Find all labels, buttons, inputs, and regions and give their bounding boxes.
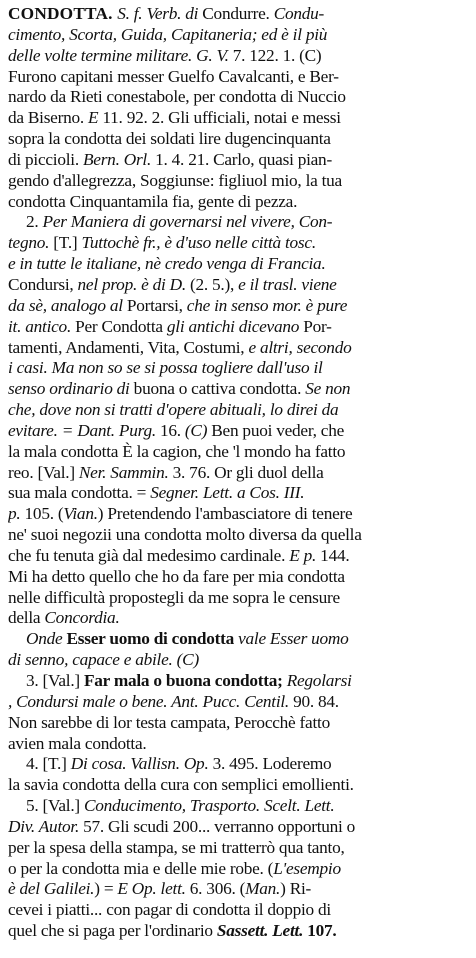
text-run: e altri, secondo bbox=[248, 337, 352, 357]
text-run: gendo d'allegrezza, Soggiunse: figliuol mio, la tua bbox=[8, 170, 342, 190]
text-run: 1. 4. 21. Carlo, quasi pian- bbox=[155, 149, 332, 169]
text-run: ne' suoi negozii una condotta molto diversa da quella bbox=[8, 525, 362, 545]
text-line bbox=[8, 921, 468, 942]
text-run: avien mala condotta. bbox=[8, 733, 147, 753]
text-run: Condursi, bbox=[8, 274, 78, 294]
text-line bbox=[8, 525, 468, 546]
text-line bbox=[8, 442, 468, 463]
text-run: Portarsi, bbox=[126, 295, 187, 315]
text-run: 3. [Val.] bbox=[26, 671, 84, 690]
text-run: E bbox=[88, 108, 103, 128]
text-line bbox=[8, 171, 468, 192]
text-run: 2. bbox=[26, 212, 43, 232]
text-line bbox=[8, 859, 468, 880]
text-line bbox=[8, 817, 468, 838]
text-run: vale Esser uomo bbox=[238, 629, 349, 649]
text-run: 57. Gli scudi 200... verranno opportuni o bbox=[83, 816, 356, 836]
text-run: condotta Cinquantamila fia, gente di pezza. bbox=[8, 191, 298, 211]
text-line bbox=[8, 150, 468, 171]
text-run: p. bbox=[8, 504, 25, 524]
text-run: (C) bbox=[184, 420, 212, 440]
text-run: Di cosa. Vallisn. Op. bbox=[70, 754, 213, 774]
text-run: Per Condotta bbox=[75, 316, 167, 336]
text-run: senso ordinario di bbox=[8, 379, 134, 399]
text-run: la savia condotta della cura con semplici emollienti. bbox=[8, 775, 354, 795]
text-run: 3. 495. Loderemo bbox=[212, 754, 332, 774]
text-run: cimento, Scorta, Guida, Capitaneria; ed è il più bbox=[8, 24, 328, 44]
text-run: it. antico. bbox=[8, 316, 76, 336]
text-run: e il trasl. viene bbox=[238, 274, 337, 294]
text-run: 5. [Val.] bbox=[26, 796, 84, 816]
text-run: nel prop. è di D. bbox=[77, 274, 190, 294]
text-line bbox=[8, 25, 468, 46]
text-run: nardo da Rieti conestabole, per condotta di Nuccio bbox=[8, 87, 346, 107]
text-line bbox=[8, 400, 468, 421]
text-line bbox=[8, 275, 468, 296]
text-run: evitare. = Dant. Purg. bbox=[8, 420, 160, 440]
text-line bbox=[8, 879, 468, 900]
text-run: 90. 84. bbox=[293, 691, 339, 711]
text-line bbox=[8, 483, 468, 504]
text-run: gli antichi dicevano bbox=[166, 316, 304, 336]
text-line bbox=[8, 4, 468, 25]
text-run: tamenti, Andamenti, Vita, Costumi, bbox=[8, 337, 249, 357]
text-line bbox=[8, 588, 468, 609]
text-run: , Condursi male o bene. Ant. Pucc. Centil. bbox=[8, 691, 294, 711]
text-run: 4. [T.] bbox=[26, 754, 71, 774]
text-run: [T.] bbox=[53, 233, 82, 253]
text-line bbox=[8, 838, 468, 859]
text-line bbox=[8, 46, 468, 67]
text-run: Tuttochè fr., è d'uso nelle città tosc. bbox=[81, 233, 316, 253]
text-run: 144. bbox=[320, 545, 350, 565]
text-run: di piccioli. bbox=[8, 149, 83, 169]
text-run: Onde bbox=[26, 629, 67, 649]
text-line bbox=[8, 671, 468, 692]
text-run: Per Maniera di governarsi nel vivere, Con- bbox=[42, 212, 333, 232]
text-run: 16. bbox=[159, 420, 185, 440]
text-run: che in senso mor. è pure bbox=[186, 295, 348, 315]
text-run: delle volte termine militare. G. V. bbox=[8, 45, 233, 65]
text-run: Condurre. bbox=[202, 4, 274, 23]
text-line bbox=[8, 608, 468, 629]
text-run: sopra la condotta dei soldati lire dugencinquanta bbox=[8, 129, 331, 149]
text-line bbox=[8, 129, 468, 150]
text-run: Esser uomo di condotta bbox=[66, 629, 239, 649]
text-run: Div. Autor. bbox=[8, 816, 84, 836]
text-run: Regolarsi bbox=[286, 671, 352, 690]
text-run: ) = bbox=[94, 879, 118, 899]
text-line bbox=[8, 900, 468, 921]
text-line bbox=[8, 379, 468, 400]
text-line bbox=[8, 358, 468, 379]
text-run: 105. ( bbox=[24, 504, 64, 524]
text-run: CONDOTTA. bbox=[8, 4, 118, 23]
text-line bbox=[8, 67, 468, 88]
text-run: tegno. bbox=[8, 233, 54, 253]
text-line bbox=[8, 567, 468, 588]
text-run: ) Pretendendo l'ambasciatore di tenere bbox=[97, 504, 353, 524]
text-run: L'esempio bbox=[273, 858, 341, 878]
text-run: che fu tenuta già dal medesimo cardinale. bbox=[8, 545, 290, 565]
text-run: Vian. bbox=[63, 504, 98, 524]
text-run: per la spesa della stampa, se mi tratterrò qua tanto, bbox=[8, 837, 345, 857]
text-run: Segner. Lett. a Cos. III. bbox=[150, 483, 305, 503]
text-line bbox=[8, 692, 468, 713]
text-run: Ner. Sammin. bbox=[78, 462, 173, 482]
text-line bbox=[8, 754, 468, 775]
text-line bbox=[8, 317, 468, 338]
text-run: buona o cattiva condotta. bbox=[133, 379, 306, 399]
text-run: S. f. Verb. di bbox=[117, 4, 203, 23]
text-run: Conducimento, Trasporto. Scelt. Lett. bbox=[83, 796, 335, 816]
text-run: 7. 122. 1. (C) bbox=[232, 45, 322, 65]
text-run: Por- bbox=[303, 316, 332, 336]
text-line bbox=[8, 546, 468, 567]
text-run: Non sarebbe di lor testa campata, Perocchè fatto bbox=[8, 712, 330, 732]
text-run: da Biserno. bbox=[8, 108, 89, 128]
text-line bbox=[8, 296, 468, 317]
text-run: quel che si paga per l'ordinario bbox=[8, 921, 217, 941]
text-run: nelle difficultà propostegli da me sopra le censure bbox=[8, 587, 340, 607]
text-run: da sè, analogo al bbox=[8, 295, 127, 315]
text-run: Far mala o buona condotta; bbox=[83, 671, 287, 690]
text-line bbox=[8, 713, 468, 734]
text-line bbox=[8, 775, 468, 796]
text-run: e in tutte le italiane, nè credo venga di Francia. bbox=[8, 254, 326, 274]
text-run: Mi ha detto quello che ho da fare per mia condotta bbox=[8, 566, 345, 586]
text-run: 11. 92. 2. Gli ufficiali, notai e messi bbox=[102, 108, 341, 128]
text-line bbox=[8, 212, 468, 233]
text-run: Bern. Orl. bbox=[82, 149, 156, 169]
text-line bbox=[8, 796, 468, 817]
text-run: o per la condotta mia e delle mie robe. ( bbox=[8, 858, 274, 878]
text-run: di senno, capace e abile. (C) bbox=[8, 650, 199, 670]
text-line bbox=[8, 192, 468, 213]
text-line bbox=[8, 254, 468, 275]
text-run: Se non bbox=[305, 379, 351, 399]
text-run: 6. 306. ( bbox=[189, 879, 246, 899]
text-run: 107. bbox=[307, 921, 337, 941]
text-line bbox=[8, 233, 468, 254]
text-line bbox=[8, 421, 468, 442]
text-line bbox=[8, 629, 468, 650]
text-run: E p. bbox=[289, 545, 321, 565]
text-line bbox=[8, 734, 468, 755]
text-run: sua mala condotta. = bbox=[8, 483, 151, 503]
text-line bbox=[8, 338, 468, 359]
text-run: reo. [Val.] bbox=[8, 462, 79, 482]
text-line bbox=[8, 650, 468, 671]
text-run: (2. 5.), bbox=[189, 274, 239, 294]
text-run: Furono capitani messer Guelfo Cavalcanti, e Ber- bbox=[8, 66, 339, 86]
text-line bbox=[8, 87, 468, 108]
text-run: Condu- bbox=[273, 4, 325, 23]
text-run: Ben puoi veder, che bbox=[211, 420, 345, 440]
text-run: cevei i piatti... con pagar di condotta il doppio di bbox=[8, 900, 331, 920]
text-run: i casi. Ma non so se si possa togliere dall'uso il bbox=[8, 358, 323, 378]
text-run: E Op. lett. bbox=[117, 879, 190, 899]
text-run: la mala condotta È la cagion, che 'l mondo ha fatto bbox=[8, 441, 346, 461]
text-run: che, dove non si tratti d'opere abituali, lo direi da bbox=[8, 400, 339, 420]
text-run: 3. 76. Or gli duol della bbox=[172, 462, 324, 482]
text-line bbox=[8, 463, 468, 484]
text-run: Sassett. Lett. bbox=[216, 921, 308, 941]
text-run: Concordia. bbox=[44, 608, 120, 628]
text-line bbox=[8, 504, 468, 525]
text-line bbox=[8, 108, 468, 129]
text-run: ) Ri- bbox=[280, 879, 312, 899]
text-run: Man. bbox=[245, 879, 281, 899]
text-run: della bbox=[8, 608, 45, 628]
text-run: è del Galilei. bbox=[8, 879, 95, 899]
